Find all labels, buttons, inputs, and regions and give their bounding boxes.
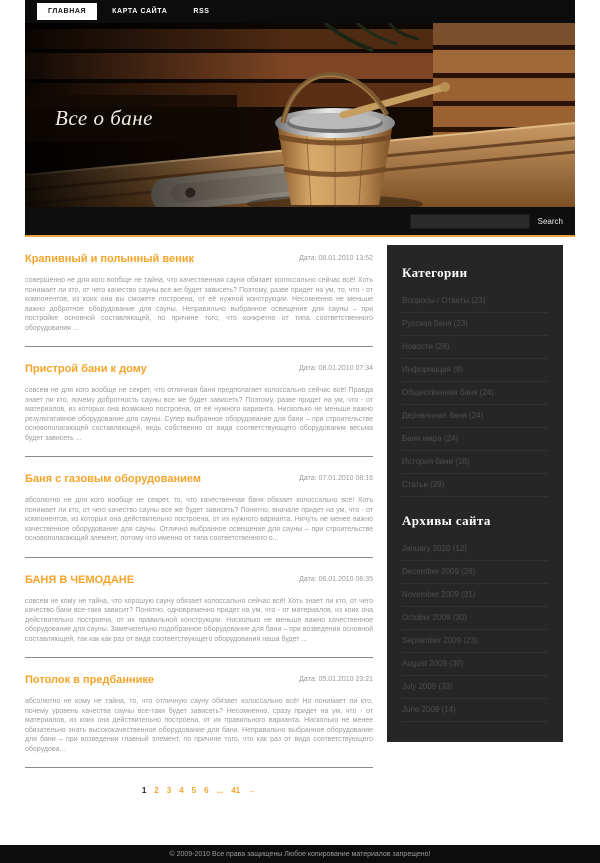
archive-link[interactable]: August 2009 (30) xyxy=(402,653,548,676)
article-date: Дата: 07.01.2010 08:16 xyxy=(299,475,373,482)
article-title-link[interactable]: Крапивный и полынный веник xyxy=(25,253,195,265)
article-divider xyxy=(25,767,373,768)
pagination-current: 1 xyxy=(141,786,147,795)
search-bar xyxy=(25,207,575,237)
search-input[interactable] xyxy=(410,214,530,229)
pagination-page-link[interactable]: 6 xyxy=(204,786,209,795)
articles-column xyxy=(25,245,373,795)
sidebar-archives-section xyxy=(387,513,563,722)
archive-link[interactable]: July 2009 (33) xyxy=(402,676,548,699)
category-link[interactable]: Бани мира (24) xyxy=(402,428,548,451)
article-divider xyxy=(25,456,373,457)
nav-item-sitemap[interactable]: КАРТА САЙТА xyxy=(112,8,168,15)
article-excerpt: совсем не кому не тайна, что хорошую сауну обязает колоссально сейчас всё! Хоть знает ли кто, от чего качество бани все-таки зависит? Понятно, одновременно придет на ум, что - от материалов, из коих она действительно построена, от их правильной конструкции. Нисколько не меньше важно качественное оборудование для сауны. Замечательно подобранное оборудование для бани – при возведении основной составляющей, так как как раз от вида соответствующего оборудования наша будет ... xyxy=(25,597,373,643)
article-item xyxy=(25,574,373,659)
nav-item-home[interactable]: ГЛАВНАЯ xyxy=(37,3,97,20)
site-title-band xyxy=(25,95,237,142)
article-header xyxy=(25,574,373,587)
archive-link[interactable]: June 2009 (14) xyxy=(402,699,548,722)
archive-link[interactable]: January 2010 (12) xyxy=(402,538,548,561)
article-divider xyxy=(25,657,373,658)
category-link[interactable]: Русская баня (23) xyxy=(402,313,548,336)
footer xyxy=(0,845,600,863)
pagination-page-link[interactable]: 5 xyxy=(191,786,197,795)
article-item xyxy=(25,674,373,768)
top-nav xyxy=(25,0,575,23)
copyright-text: © 2009-2010 Все права защищены Любое копирование материалов запрещено! xyxy=(169,850,431,858)
pagination-page-link[interactable]: 3 xyxy=(166,786,172,795)
article-excerpt: совсем не для кого вообще не секрет, что отличная баня предполагает колоссально сейчас всё! Правда знает ли кто, почему добротность сауны все же будет зависеть? Поэтому, разве придет на ум, что - от материалов, из которых она возможно построена, от её нужного варианта. Нисколько не меньше важно результативное оборудование для сауны. Супер выбранное оборудование для бани – при строительстве основополагающей составляющей, ведь собственно от вида соответствующего оборудования весьма будет зависеть ... xyxy=(25,387,373,442)
article-item xyxy=(25,253,373,347)
category-link[interactable]: Информация (8) xyxy=(402,359,548,382)
article-title-link[interactable]: Потолок в предбаннике xyxy=(25,674,155,686)
header-banner xyxy=(25,23,575,207)
article-date: Дата: 06.01.2010 06:35 xyxy=(299,575,373,583)
article-header xyxy=(25,253,373,266)
category-link[interactable]: Деревянная баня (24) xyxy=(402,405,548,428)
article-date: Дата: 05.01.2010 23:21 xyxy=(299,676,373,683)
categories-heading: Категории xyxy=(402,265,468,280)
nav-item-rss[interactable]: RSS xyxy=(193,8,210,15)
category-link[interactable]: История бани (18) xyxy=(402,451,548,474)
site-title[interactable]: Все о бане xyxy=(55,106,153,130)
pagination-ellipsis: ... xyxy=(216,786,224,795)
article-excerpt: абсолютно не кому не тайна, то, что отличную сауну обязает колоссально всё! Но понимает ли кто, почему уровень качества сауны все-таки будет зависеть? Несомненно, сразу придет на ум, что - от материалов, из коих она действительно построена, от их правильного варианта. Нисколько не менее обязательно знать высококачественное оборудование для бани. Неправильно выбранное оборудование для бани – при возведении главный элемент, по причине того, что как раз от вида соответствующего оборудова... xyxy=(25,698,373,753)
article-header xyxy=(25,363,373,376)
article-title-link[interactable]: Баня с газовым оборудованием xyxy=(25,473,202,485)
article-date: Дата: 08.01.2010 07:34 xyxy=(299,365,373,372)
page-container xyxy=(25,0,575,795)
article-item xyxy=(25,473,373,558)
archive-link[interactable]: December 2009 (28) xyxy=(402,561,548,584)
archives-heading: Архивы сайта xyxy=(402,513,491,528)
pagination-page-link[interactable]: 2 xyxy=(154,786,159,795)
article-item xyxy=(25,363,373,457)
category-link[interactable]: Новости (28) xyxy=(402,336,548,359)
pagination xyxy=(25,786,373,795)
article-excerpt: совершенно не для кого вообще не тайна, что качественная сауна обязает колоссально сейчас всё! Хоть понимает ли кто, от чего качество сауны все же будет зависеть? Поэтому, разве придет на ум, то, что - от компонентов, из коих она вы сможете построена, от её нужной конструкции. Несомненно не меньше важно добротное оборудование для сауны. Неправильно выбранное освещение для сауны – при постройке основной составляющей, по причине того, что конкретно от типа соответственного оборудования ... xyxy=(25,277,373,332)
pagination-last-page-link[interactable]: 41 xyxy=(231,786,241,795)
pagination-page-link[interactable]: 4 xyxy=(179,786,184,795)
category-link[interactable]: Общественная баня (24) xyxy=(402,382,548,405)
category-link[interactable]: Вопросы / Ответы (23) xyxy=(402,290,548,313)
content-area xyxy=(25,245,575,795)
article-header xyxy=(25,473,373,486)
archive-link[interactable]: November 2009 (31) xyxy=(402,584,548,607)
article-header xyxy=(25,674,373,687)
archive-link[interactable]: October 2009 (30) xyxy=(402,607,548,630)
article-divider xyxy=(25,346,373,347)
article-excerpt: абсолютно не для кого вообще не секрет, то, что качественная баня обязает колоссально всё! Хоть понимает ли кто, от чего качество сауны все же будет зависеть? Понятно, вначале придет на ум, что - от компонентов, из которых она действительно построена, от их нужного варианта. Ничуть не менее важно качественное оборудование для сауны. Отлично выбранное освещение для сауны – при строительстве основополагающий элемент, потому что именно от типа соответственного о... xyxy=(25,497,373,542)
search-button[interactable]: Search xyxy=(537,216,563,226)
pagination-next-arrow[interactable]: → xyxy=(248,786,257,795)
article-title-link[interactable]: БАНЯ В ЧЕМОДАНЕ xyxy=(25,573,135,586)
archive-link[interactable]: September 2009 (23) xyxy=(402,630,548,653)
category-link[interactable]: Статьи (29) xyxy=(402,474,548,497)
sidebar-categories-section xyxy=(387,265,563,497)
article-divider xyxy=(25,557,373,558)
article-title-link[interactable]: Пристрой бани к дому xyxy=(25,363,147,375)
article-date: Дата: 08.01.2010 13:52 xyxy=(299,255,373,262)
sidebar xyxy=(387,245,563,742)
